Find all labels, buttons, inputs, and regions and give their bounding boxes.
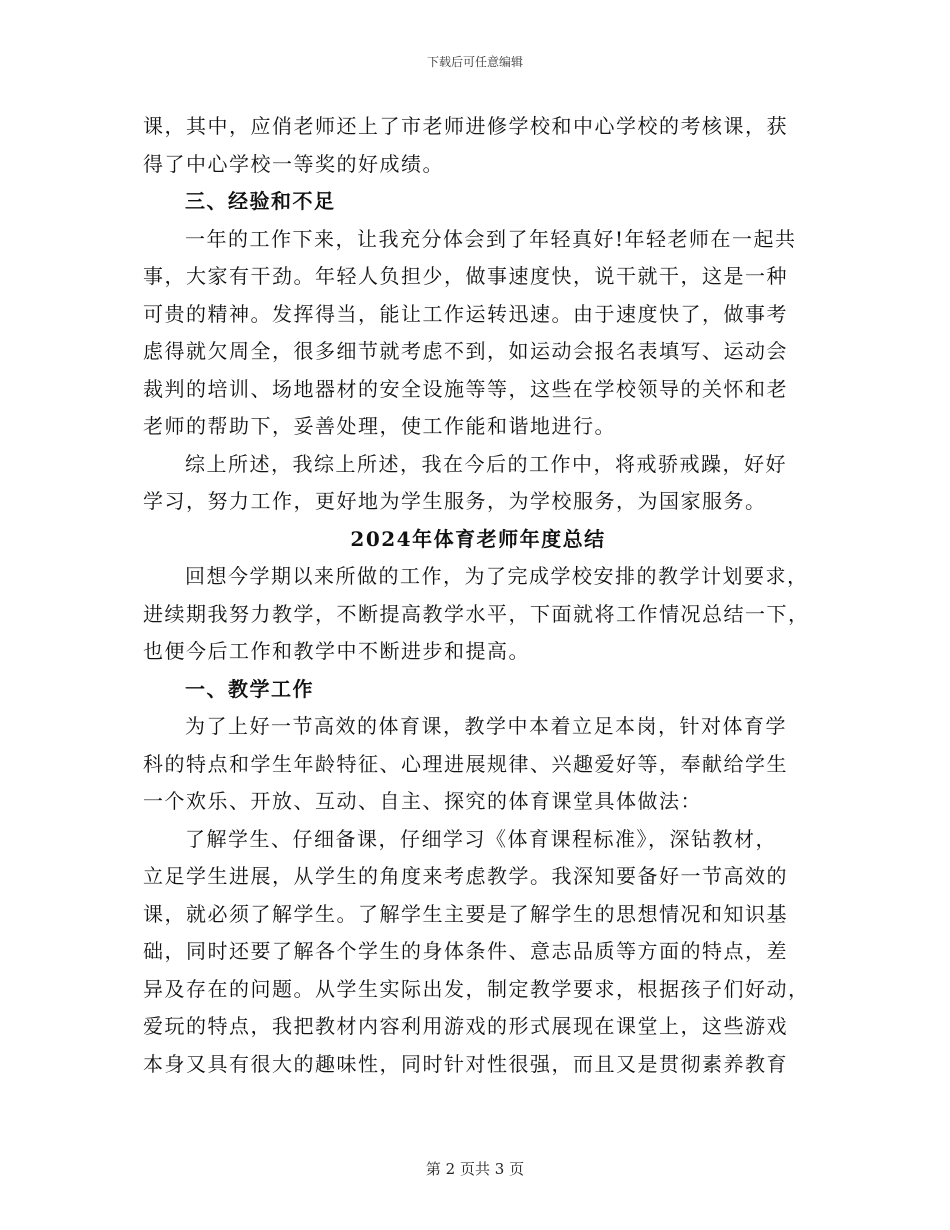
paragraph-line: 爱玩的特点，我把教材内容利用游戏的形式展现在课堂上，这些游戏 — [143, 1014, 788, 1038]
paragraph-line: 课，就必须了解学生。了解学生主要是了解学生的思想情况和知识基 — [143, 901, 788, 926]
paragraph-line: 课，其中，应俏老师还上了市老师进修学校和中心学校的考核课，获 — [143, 114, 788, 138]
section-heading: 一、教学工作 — [185, 676, 314, 701]
section-heading: 三、经验和不足 — [185, 189, 336, 213]
page-footer: 第 2 页共 3 页 — [425, 1160, 525, 1178]
paragraph-line: 本身又具有很大的趣味性，同时针对性很强，而且又是贯彻素养教育 — [143, 1051, 788, 1076]
paragraph-line: 立足学生进展，从学生的角度来考虑教学。我深知要备好一节高效的 — [143, 864, 788, 888]
paragraph-line: 为了上好一节高效的体育课，教学中本着立足本岗，针对体育学 — [185, 714, 787, 738]
paragraph-line: 学习，努力工作，更好地为学生服务，为学校服务，为国家服务。 — [143, 489, 767, 513]
paragraph-line: 一个欢乐、开放、互动、自主、探究的体育课堂具体做法： — [143, 789, 702, 813]
paragraph-line: 础，同时还要了解各个学生的身体条件、意志品质等方面的特点，差 — [143, 939, 788, 963]
paragraph-line: 一年的工作下来，让我充分体会到了年轻真好!年轻老师在一起共 — [185, 226, 797, 251]
paragraph-line: 也便今后工作和教学中不断进步和提高。 — [143, 639, 530, 663]
document-body — [143, 108, 813, 1083]
paragraph-line: 事，大家有干劲。年轻人负担少，做事速度快，说干就干，这是一种 — [143, 264, 788, 288]
page-header: 下载后可任意编辑 — [426, 55, 523, 69]
paragraph-line: 得了中心学校一等奖的好成绩。 — [143, 151, 444, 176]
paragraph-line: 可贵的精神。发挥得当，能让工作运转迅速。由于速度快了，做事考 — [143, 301, 788, 326]
paragraph-line: 了解学生、仔细备课，仔细学习《体育课程标准》，深钻教材， — [185, 826, 777, 851]
paragraph-line: 异及存在的问题。从学生实际出发，制定教学要求，根据孩子们好动， — [143, 976, 810, 1001]
paragraph-line: 科的特点和学生年龄特征、心理进展规律、兴趣爱好等，奉献给学生 — [143, 751, 788, 776]
paragraph-line: 裁判的培训、场地器材的安全设施等等，这些在学校领导的关怀和老 — [143, 376, 788, 401]
paragraph-line: 综上所述，我综上所述，我在今后的工作中，将戒骄戒躁，好好 — [185, 451, 787, 476]
paragraph-line: 虑得就欠周全，很多细节就考虑不到，如运动会报名表填写、运动会 — [143, 339, 788, 363]
document-title: 2024年体育老师年度总结 — [350, 526, 606, 551]
paragraph-line: 进续期我努力教学，不断提高教学水平，下面就将工作情况总结一下， — [143, 601, 810, 626]
paragraph-line: 老师的帮助下，妥善处理，使工作能和谐地进行。 — [143, 414, 616, 438]
paragraph-line: 回想今学期以来所做的工作，为了完成学校安排的教学计划要求， — [185, 564, 809, 588]
